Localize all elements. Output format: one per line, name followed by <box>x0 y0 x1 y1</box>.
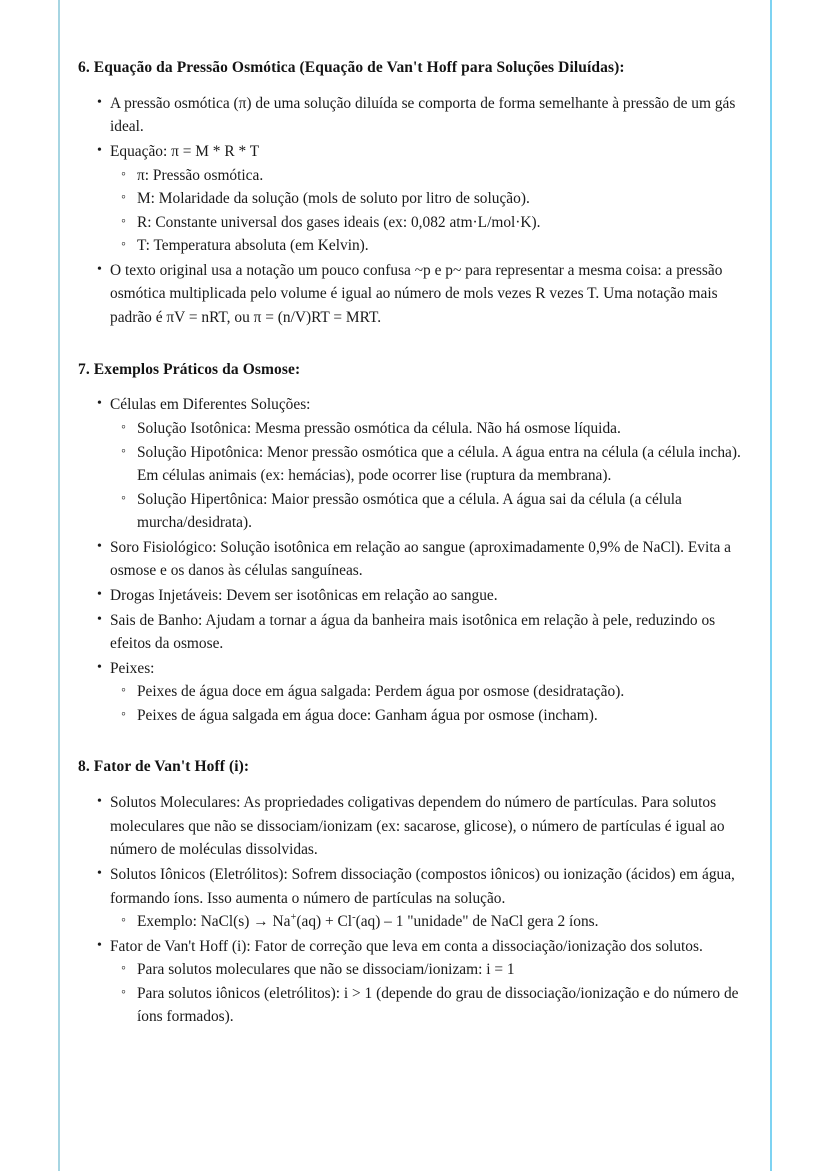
sub-list-item <box>110 680 752 704</box>
list-item <box>78 935 752 1029</box>
bullet-list <box>78 791 752 1029</box>
list-item <box>78 863 752 934</box>
list-item <box>78 140 752 258</box>
sub-list-item <box>110 982 752 1029</box>
sub-list-item-text: ◦ Peixes de água salgada em água doce: Ganham água por osmose (incham). <box>137 704 752 728</box>
sub-list-item-text: ◦ Solução Hipertônica: Maior pressão osmótica que a célula. A água sai da célula (a célula murcha/desidrata). <box>137 488 752 535</box>
list-item <box>78 536 752 583</box>
sub-list-item-text: ◦ Peixes de água doce em água salgada: Perdem água por osmose (desidratação). <box>137 680 752 704</box>
sub-list-item <box>110 417 752 441</box>
sub-list-item <box>110 211 752 235</box>
list-item-text: • Equação: π = M * R * T <box>110 140 752 164</box>
list-item-text: • Peixes: <box>110 657 752 681</box>
list-item-text: • Drogas Injetáveis: Devem ser isotônicas em relação ao sangue. <box>110 584 752 608</box>
left-page-rule <box>58 0 60 1171</box>
sub-list-item-text: ◦ Exemplo: NaCl(s) → Na+(aq) + Cl-(aq) – 1 "unidade" de NaCl gera 2 íons. <box>137 910 752 934</box>
sub-list-item <box>110 958 752 982</box>
list-item <box>78 259 752 330</box>
list-item <box>78 393 752 534</box>
bullet-list <box>78 92 752 330</box>
section-heading: 8. Fator de Van't Hoff (i): <box>78 758 250 776</box>
sub-list-item-text: ◦ R: Constante universal dos gases ideais (ex: 0,082 atm·L/mol·K). <box>137 211 752 235</box>
list-item-text: • Solutos Moleculares: As propriedades coligativas dependem do número de partículas. Para solutos moleculares que não se dissociam/ionizam (ex: sacarose, glicose), o número de partículas é igual ao número de moléculas dissolvidas. <box>110 791 752 862</box>
sub-list-item-text: ◦ T: Temperatura absoluta (em Kelvin). <box>137 234 752 258</box>
sub-bullet-list <box>110 958 752 1029</box>
sub-bullet-list <box>110 680 752 727</box>
sub-list-item-text: ◦ π: Pressão osmótica. <box>137 164 752 188</box>
list-item <box>78 584 752 608</box>
sub-list-item <box>110 164 752 188</box>
list-item <box>78 791 752 862</box>
document-section <box>78 360 752 728</box>
sub-list-item <box>110 187 752 211</box>
sub-list-item <box>110 441 752 488</box>
list-item <box>78 609 752 656</box>
sub-list-item <box>110 234 752 258</box>
list-item-text: • Células em Diferentes Soluções: <box>110 393 752 417</box>
document-section <box>78 58 752 330</box>
section-heading: 7. Exemplos Práticos da Osmose: <box>78 360 301 378</box>
list-item-text: • Fator de Van't Hoff (i): Fator de correção que leva em conta a dissociação/ionização dos solutos. <box>110 935 752 959</box>
sub-list-item-text: ◦ M: Molaridade da solução (mols de soluto por litro de solução). <box>137 187 752 211</box>
sub-list-item <box>110 704 752 728</box>
list-item-text: • O texto original usa a notação um pouco confusa ~p e p~ para representar a mesma coisa: a pressão osmótica multiplicada pelo volume é igual ao número de mols vezes R vezes T. Uma notação mais padrão é πV = nRT, ou π = (n/V)RT = MRT. <box>110 259 752 330</box>
document-page <box>78 0 752 1030</box>
bullet-list <box>78 393 752 727</box>
sub-list-item <box>110 910 752 934</box>
section-heading: 6. Equação da Pressão Osmótica (Equação de Van't Hoff para Soluções Diluídas): <box>78 59 625 76</box>
list-item-text: • Soro Fisiológico: Solução isotônica em relação ao sangue (aproximadamente 0,9% de NaCl). Evita a osmose e os danos às células sanguíneas. <box>110 536 752 583</box>
sub-list-item-text: ◦ Solução Hipotônica: Menor pressão osmótica que a célula. A água entra na célula (a célula incha). Em células animais (ex: hemácias), pode ocorrer lise (ruptura da membrana). <box>137 441 752 488</box>
sub-list-item-text: ◦ Para solutos iônicos (eletrólitos): i > 1 (depende do grau de dissociação/ionização e do número de íons formados). <box>137 982 752 1029</box>
sub-list-item <box>110 488 752 535</box>
list-item-text: • Sais de Banho: Ajudam a tornar a água da banheira mais isotônica em relação à pele, reduzindo os efeitos da osmose. <box>110 609 752 656</box>
list-item <box>78 92 752 139</box>
sub-bullet-list <box>110 164 752 258</box>
document-section <box>78 757 752 1029</box>
sub-bullet-list <box>110 910 752 934</box>
list-item-text: • A pressão osmótica (π) de uma solução diluída se comporta de forma semelhante à pressão de um gás ideal. <box>110 92 752 139</box>
right-page-rule <box>770 0 772 1171</box>
sub-list-item-text: ◦ Solução Isotônica: Mesma pressão osmótica da célula. Não há osmose líquida. <box>137 417 752 441</box>
list-item <box>78 657 752 728</box>
list-item-text: • Solutos Iônicos (Eletrólitos): Sofrem dissociação (compostos iônicos) ou ionização (ácidos) em água, formando íons. Isso aumenta o número de partículas na solução. <box>110 863 752 910</box>
sub-list-item-text: ◦ Para solutos moleculares que não se dissociam/ionizam: i = 1 <box>137 958 752 982</box>
sub-bullet-list <box>110 417 752 535</box>
